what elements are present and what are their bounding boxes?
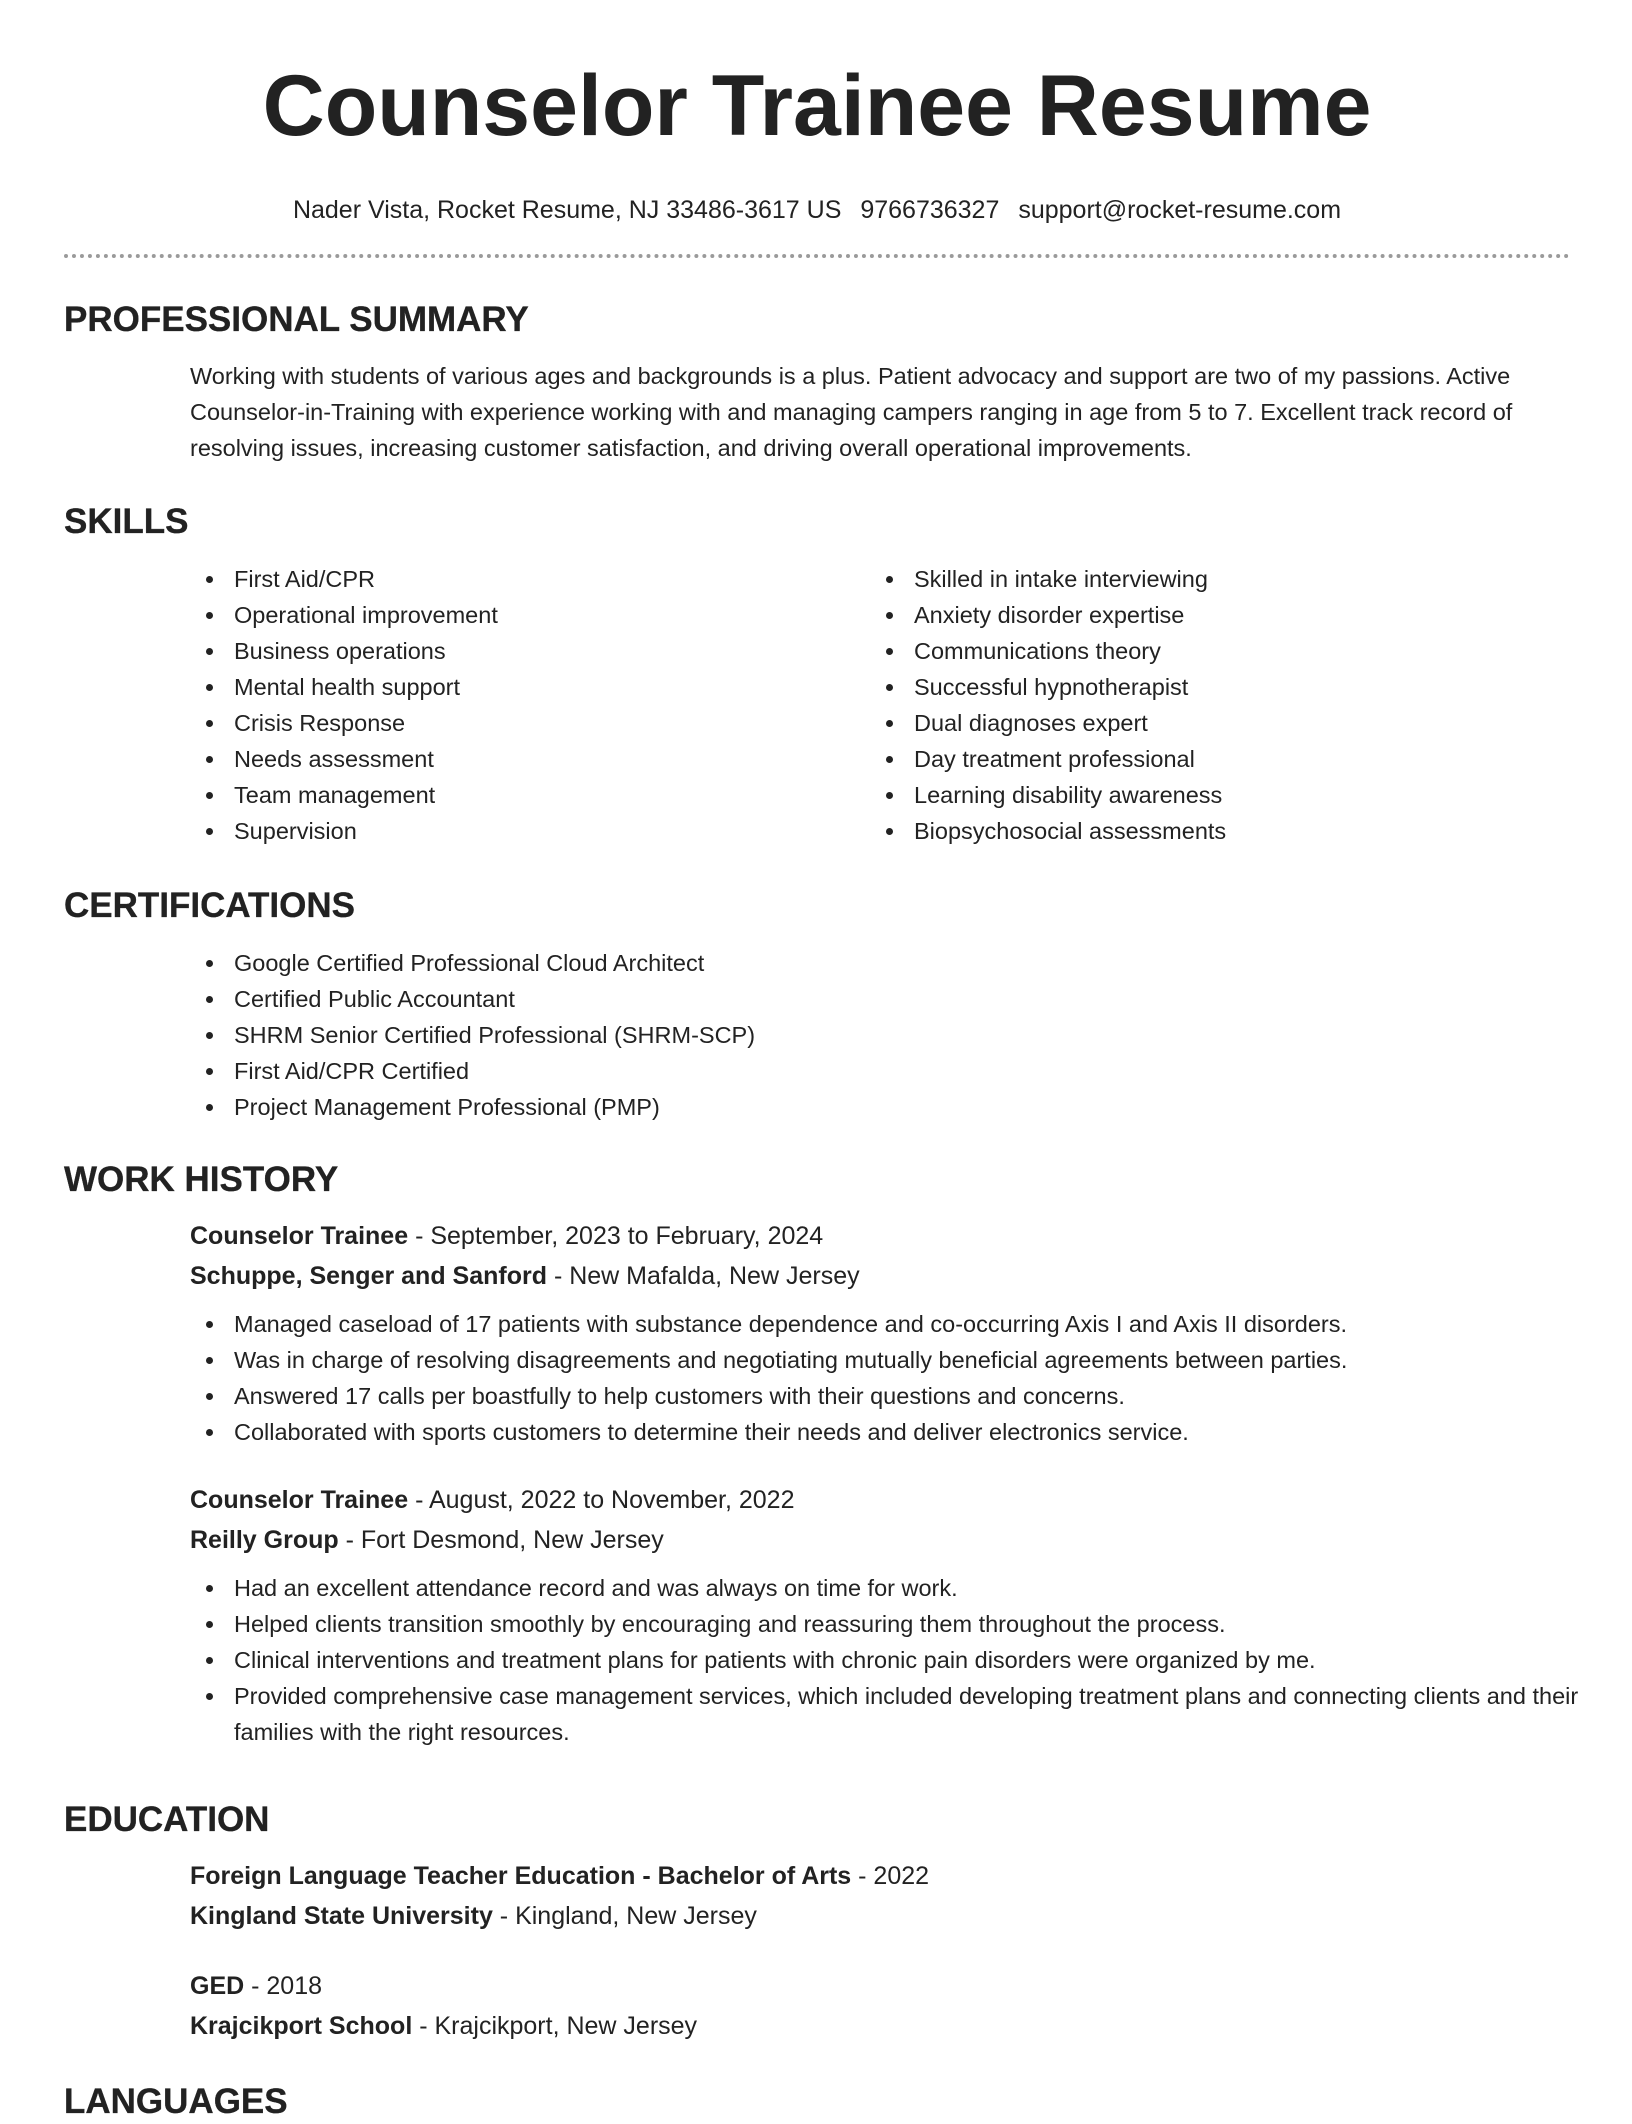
certification-item: First Aid/CPR Certified bbox=[190, 1053, 1570, 1089]
skill-item: Communications theory bbox=[870, 633, 1550, 669]
job-bullet: Helped clients transition smoothly by encouraging and reassuring them throughout the process. bbox=[190, 1606, 1630, 1642]
job-company-line bbox=[190, 1256, 1570, 1296]
education-degree: Foreign Language Teacher Education - Bachelor of Arts bbox=[190, 1862, 852, 1890]
job-bullets bbox=[190, 1306, 1630, 1450]
job-bullets bbox=[190, 1570, 1630, 1750]
skill-item: Crisis Response bbox=[190, 705, 870, 741]
skill-item: Business operations bbox=[190, 633, 870, 669]
skill-item: Anxiety disorder expertise bbox=[870, 597, 1550, 633]
education-school-line bbox=[190, 1896, 1570, 1936]
education-heading: EDUCATION bbox=[64, 1800, 270, 1839]
education-entry bbox=[64, 1966, 1570, 2046]
education-school: Kingland State University bbox=[190, 1902, 493, 1930]
work-heading: WORK HISTORY bbox=[64, 1160, 339, 1199]
education-school: Krajcikport School bbox=[190, 2012, 413, 2040]
job-location: - Fort Desmond, New Jersey bbox=[338, 1526, 664, 1554]
skill-item: Day treatment professional bbox=[870, 741, 1550, 777]
certifications-list bbox=[190, 945, 1570, 1125]
education-year: - 2022 bbox=[851, 1862, 930, 1890]
job-bullet: Had an excellent attendance record and was always on time for work. bbox=[190, 1570, 1630, 1606]
education-degree-line bbox=[190, 1966, 1570, 2006]
job-bullet: Managed caseload of 17 patients with substance dependence and co-occurring Axis I and Axis II disorders. bbox=[190, 1306, 1630, 1342]
job-title-line bbox=[190, 1216, 1570, 1256]
skill-item: Skilled in intake interviewing bbox=[870, 561, 1550, 597]
skills-list-left bbox=[190, 561, 870, 849]
job-location: - New Mafalda, New Jersey bbox=[547, 1262, 860, 1290]
skill-item: Team management bbox=[190, 777, 870, 813]
job-entry bbox=[64, 1480, 1579, 1750]
education-entry bbox=[64, 1856, 1570, 1936]
education-degree: GED bbox=[190, 1972, 245, 2000]
languages-heading: LANGUAGES bbox=[64, 2082, 288, 2121]
job-company-line bbox=[190, 1520, 1570, 1560]
certifications-heading: CERTIFICATIONS bbox=[64, 886, 356, 925]
skills-list-right bbox=[870, 561, 1550, 849]
summary-section bbox=[64, 298, 1570, 466]
job-dates: - August, 2022 to November, 2022 bbox=[408, 1486, 795, 1514]
contact-address: Nader Vista, Rocket Resume, NJ 33486-3617 US bbox=[292, 196, 842, 224]
skill-item: First Aid/CPR bbox=[190, 561, 870, 597]
job-bullet: Clinical interventions and treatment plans for patients with chronic pain disorders were organized by me. bbox=[190, 1642, 1630, 1678]
certification-item: Project Management Professional (PMP) bbox=[190, 1089, 1570, 1125]
resume-title: Counselor Trainee Resume bbox=[262, 58, 1372, 154]
job-bullet: Collaborated with sports customers to determine their needs and deliver electronics service. bbox=[190, 1414, 1630, 1450]
languages-section bbox=[64, 2080, 1570, 2124]
skill-item: Supervision bbox=[190, 813, 870, 849]
certifications-section bbox=[64, 884, 1570, 1125]
skill-item: Learning disability awareness bbox=[870, 777, 1550, 813]
education-school-line bbox=[190, 2006, 1570, 2046]
education-degree-line bbox=[190, 1856, 1570, 1896]
job-dates: - September, 2023 to February, 2024 bbox=[408, 1222, 824, 1250]
skill-item: Operational improvement bbox=[190, 597, 870, 633]
education-location: - Krajcikport, New Jersey bbox=[412, 2012, 698, 2040]
job-bullet: Was in charge of resolving disagreements and negotiating mutually beneficial agreements between parties. bbox=[190, 1342, 1630, 1378]
header-divider bbox=[64, 254, 1570, 258]
skill-item: Successful hypnotherapist bbox=[870, 669, 1550, 705]
job-bullet: Answered 17 calls per boastfully to help customers with their questions and concerns. bbox=[190, 1378, 1630, 1414]
certification-item: Certified Public Accountant bbox=[190, 981, 1570, 1017]
skills-columns bbox=[190, 561, 1570, 849]
skills-section bbox=[64, 500, 1570, 849]
education-section bbox=[64, 1798, 1570, 2046]
job-title: Counselor Trainee bbox=[190, 1222, 409, 1250]
job-bullet: Provided comprehensive case management services, which included developing treatment plans and connecting clients and their families with the right resources. bbox=[190, 1678, 1630, 1750]
contact-phone: 9766736327 bbox=[860, 196, 1000, 224]
resume-page bbox=[64, 0, 1579, 2121]
job-company: Reilly Group bbox=[190, 1526, 339, 1554]
education-year: - 2018 bbox=[244, 1972, 323, 2000]
skill-item: Mental health support bbox=[190, 669, 870, 705]
skill-item: Dual diagnoses expert bbox=[870, 705, 1550, 741]
job-title-line bbox=[190, 1480, 1570, 1520]
education-location: - Kingland, New Jersey bbox=[492, 1902, 757, 1930]
job-title: Counselor Trainee bbox=[190, 1486, 409, 1514]
certification-item: SHRM Senior Certified Professional (SHRM-SCP) bbox=[190, 1017, 1570, 1053]
certification-item: Google Certified Professional Cloud Architect bbox=[190, 945, 1570, 981]
skill-item: Needs assessment bbox=[190, 741, 870, 777]
work-section bbox=[64, 1158, 1579, 1750]
summary-text: Working with students of various ages and backgrounds is a plus. Patient advocacy and support are two of my passions. Active Counselor-in-Training with experience working with and managing campers ranging in age from 5 to 7. Excellent track record of resolving issues, increasing customer satisfaction, and driving overall operational improvements. bbox=[190, 363, 1513, 461]
job-company: Schuppe, Senger and Sanford bbox=[190, 1262, 547, 1290]
contact-email[interactable]: support@rocket-resume.com bbox=[1018, 196, 1342, 224]
summary-heading: PROFESSIONAL SUMMARY bbox=[64, 300, 529, 339]
contact-line bbox=[64, 194, 1570, 226]
skill-item: Biopsychosocial assessments bbox=[870, 813, 1550, 849]
skills-heading: SKILLS bbox=[64, 502, 189, 541]
job-entry bbox=[64, 1216, 1570, 1450]
